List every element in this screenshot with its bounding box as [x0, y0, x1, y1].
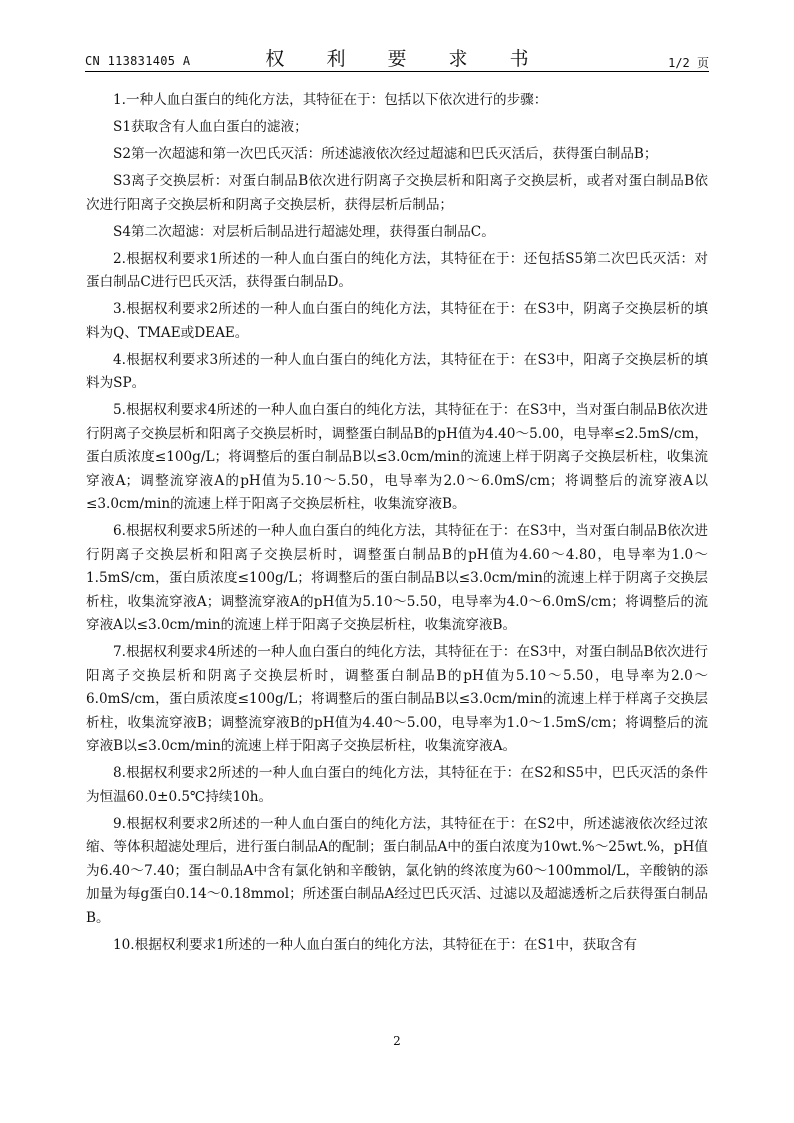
claim-5: 5.根据权利要求4所述的一种人血白蛋白的纯化方法，其特征在于：在S3中，当对蛋白制品B依次进行阴离子交换层析和阳离子交换层析时，调整蛋白制品B的pH值为4.40～5.00，电导率≤2.5mS/cm，蛋白质浓度≤100g/L；将调整后的蛋白制品B以≤3.0cm/min的流速上样于阴离子交换层析柱，收集流穿液A；调整流穿液A的pH值为5.10～5.50，电导率为2.0～6.0mS/cm；将调整后的流穿液A以≤3.0cm/min的流速上样于阳离子交换层析柱，收集流穿液B。	[86, 402, 708, 512]
page-title: 权 利 要 求 书	[265, 48, 547, 70]
patent-number: CN 113831405 A	[85, 54, 191, 68]
claim-3: 3.根据权利要求2所述的一种人血白蛋白的纯化方法，其特征在于：在S3中，阴离子交换层析的填料为Q、TMAE或DEAE。	[86, 301, 708, 341]
claim-1-step-s1: S1获取含有人血白蛋白的滤液；	[113, 119, 308, 135]
claim-10: 10.根据权利要求1所述的一种人血白蛋白的纯化方法，其特征在于：在S1中，获取含有	[113, 936, 638, 953]
claim-1-step-s2: S2第一次超滤和第一次巴氏灭活：所述滤液依次经过超滤和巴氏灭活后，获得蛋白制品B；	[113, 146, 658, 162]
claim-1-intro: 1.一种人血白蛋白的纯化方法，其特征在于：包括以下依次进行的步骤：	[113, 92, 548, 108]
page-header	[85, 40, 709, 70]
claim-1-step-s3: S3离子交换层析：对蛋白制品B依次进行阴离子交换层析和阳离子交换层析，或者对蛋白制品B依次进行阳离子交换层析和阴离子交换层析，获得层析后制品；	[86, 173, 708, 213]
claim-4: 4.根据权利要求3所述的一种人血白蛋白的纯化方法，其特征在于：在S3中，阳离子交换层析的填料为SP。	[86, 351, 708, 391]
page-number: 2	[393, 1034, 401, 1048]
claim-2: 2.根据权利要求1所述的一种人血白蛋白的纯化方法，其特征在于：还包括S5第二次巴氏灭活：对蛋白制品C进行巴氏灭活，获得蛋白制品D。	[86, 250, 708, 290]
claim-1-step-s4: S4第二次超滤：对层析后制品进行超滤处理，获得蛋白制品C。	[113, 223, 495, 240]
header-divider	[85, 71, 709, 72]
claim-6: 6.根据权利要求5所述的一种人血白蛋白的纯化方法，其特征在于：在S3中，当对蛋白制品B依次进行阴离子交换层析和阳离子交换层析时，调整蛋白制品B的pH值为4.60～4.80，电导率为1.0～1.5mS/cm，蛋白质浓度≤100g/L；将调整后的蛋白制品B以≤3.0cm/min的流速上样于阴离子交换层析柱，收集流穿液A；调整流穿液A的pH值为5.10～5.50，电导率为4.0～6.0mS/cm；将调整后的流穿液A以≤3.0cm/min的流速上样于阳离子交换层析柱，收集流穿液B。	[86, 523, 708, 633]
claim-7: 7.根据权利要求4所述的一种人血白蛋白的纯化方法，其特征在于：在S3中，对蛋白制品B依次进行阳离子交换层析和阴离子交换层析时，调整蛋白制品B的pH值为5.10～5.50，电导率为2.0～6.0mS/cm，蛋白质浓度≤100g/L；将调整后的蛋白制品B以≤3.0cm/min的流速上样于样离子交换层析柱，收集流穿液B；调整流穿液B的pH值为4.40～5.00，电导率为1.0～1.5mS/cm；将调整后的流穿液B以≤3.0cm/min的流速上样于阳离子交换层析柱，收集流穿液A。	[86, 644, 708, 754]
claim-8: 8.根据权利要求2所述的一种人血白蛋白的纯化方法，其特征在于：在S2和S5中，巴氏灭活的条件为恒温60.0±0.5℃持续10h。	[86, 765, 708, 805]
page-indicator: 1/2 页	[668, 56, 709, 70]
claims-body	[86, 89, 708, 961]
claim-9: 9.根据权利要求2所述的一种人血白蛋白的纯化方法，其特征在于：在S2中，所述滤液依次经过浓缩、等体积超滤处理后，进行蛋白制品A的配制；蛋白制品A中的蛋白浓度为10wt.%～25wt.%，pH值为6.40～7.40；蛋白制品A中含有氯化钠和辛酸钠，氯化钠的终浓度为60～100mmol/L，辛酸钠的添加量为每g蛋白0.14～0.18mmol；所述蛋白制品A经过巴氏灭活、过滤以及超滤透析之后获得蛋白制品B。	[86, 815, 708, 926]
